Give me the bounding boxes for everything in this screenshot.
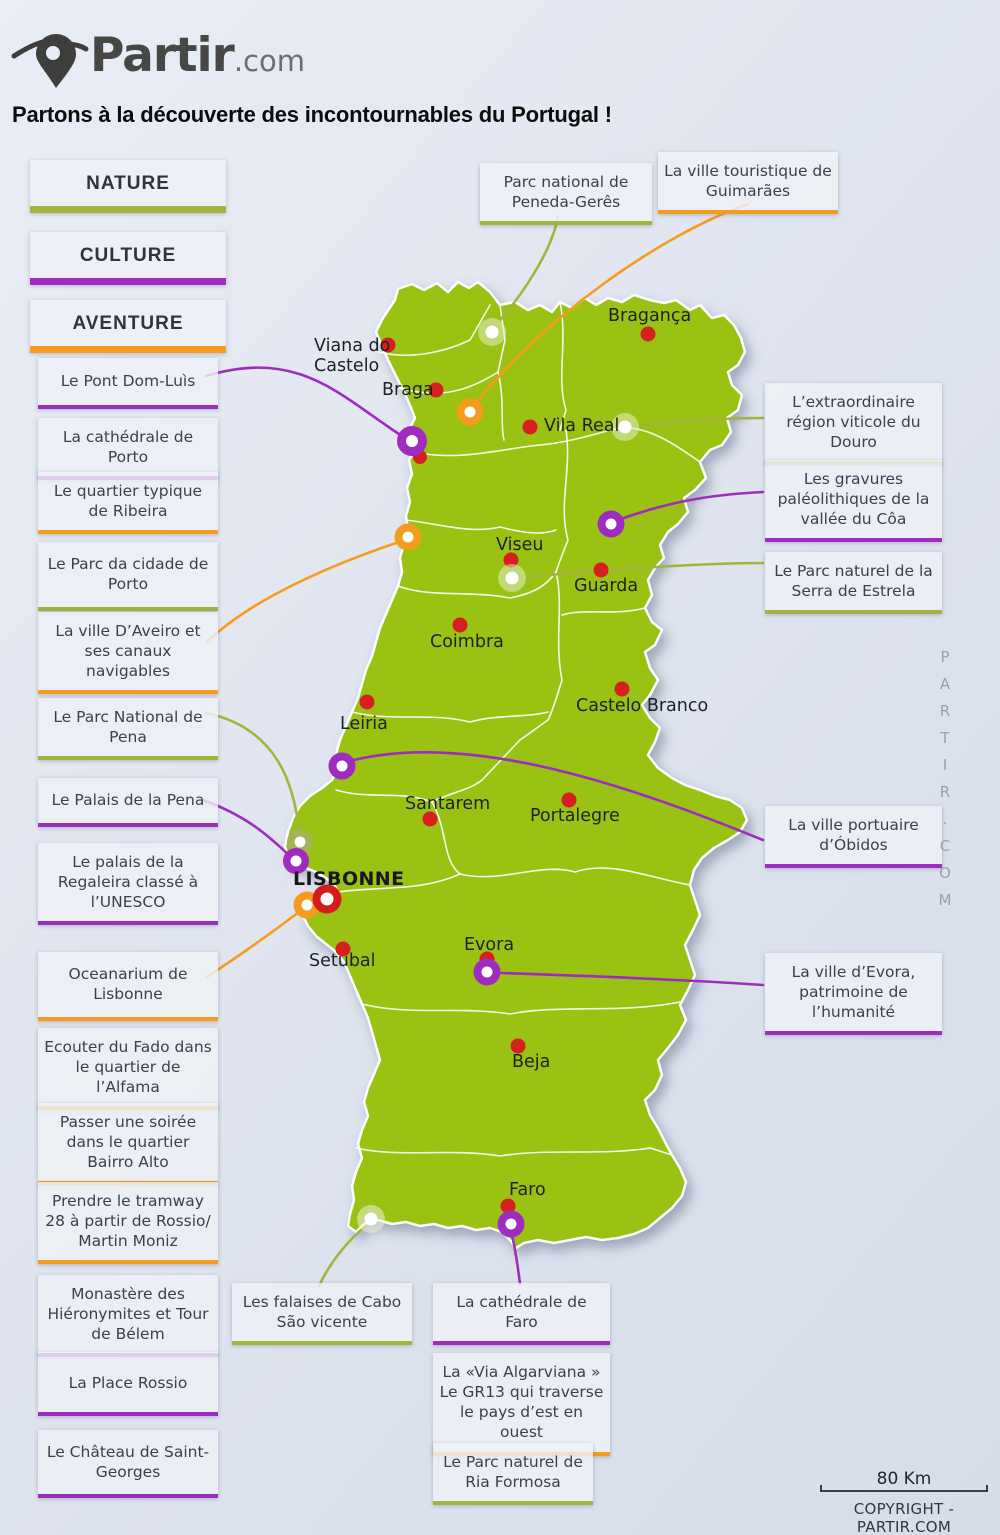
marker-coa xyxy=(598,511,625,538)
poi-text: La ville touristique de Guimarães xyxy=(664,162,832,201)
partir-logo xyxy=(8,10,328,98)
poi-parc-national-pena xyxy=(38,698,218,760)
city-label-santarem: Santarem xyxy=(405,794,491,814)
poi-text: La ville D’Aveiro et ses canaux navigables xyxy=(55,622,201,681)
poi-text: La cathédrale de Porto xyxy=(62,428,194,467)
poi-aveiro xyxy=(38,612,218,694)
poi-text: Prendre le tramway 28 à partir de Rossio/ Martin Moniz xyxy=(45,1192,211,1251)
poi-evora xyxy=(765,953,942,1035)
scale-bar xyxy=(820,1469,988,1535)
logo-text xyxy=(90,28,305,83)
poi-text: Les gravures paléolithiques de la vallée du Côa xyxy=(777,470,930,529)
poi-text: Les falaises de Cabo São vicente xyxy=(242,1293,402,1332)
connector-aveiro xyxy=(207,541,402,642)
poi-oceanarium xyxy=(38,952,218,1021)
poi-text: Passer une soirée dans le quartier Bairro Alto xyxy=(59,1113,197,1172)
poi-hieronymites-belem xyxy=(38,1275,218,1357)
poi-text: Le Château de Saint-Georges xyxy=(46,1443,210,1482)
poi-serra-estrela xyxy=(765,552,942,614)
pin-hole xyxy=(46,46,60,60)
poi-obidos xyxy=(765,806,942,868)
poi-bairro-alto xyxy=(38,1103,218,1185)
poi-cathedrale-faro xyxy=(433,1283,610,1345)
legend-culture xyxy=(30,232,226,285)
city-label-setubal: Setubal xyxy=(309,951,376,971)
logo-suffix: .com xyxy=(233,44,305,78)
marker-aveiro xyxy=(395,524,422,551)
poi-text: Le quartier typique de Ribeira xyxy=(53,482,203,521)
poi-text: Monastère des Hiéronymites et Tour de Bélem xyxy=(47,1285,209,1344)
city-label-faro: Faro xyxy=(509,1180,546,1200)
poi-ribeira xyxy=(38,472,218,534)
connector-cabo-sao-vicente xyxy=(319,1226,366,1286)
poi-regaleira xyxy=(38,843,218,925)
legend-aventure-label: AVENTURE xyxy=(72,313,184,334)
legend-nature xyxy=(30,160,226,213)
marker-porto xyxy=(397,426,427,456)
poi-douro xyxy=(765,383,942,465)
city-label-vila-real: Vila Real xyxy=(544,416,620,436)
poi-text: La Place Rossio xyxy=(68,1374,188,1392)
marker-guimaraes xyxy=(457,399,484,426)
legend-culture-label: CULTURE xyxy=(79,245,177,266)
logo-main: Partir xyxy=(90,28,234,83)
poi-text: Le Pont Dom-Luìs xyxy=(60,372,196,390)
dot-vila-real xyxy=(523,420,538,435)
connector-pont-dom-luis xyxy=(206,368,402,436)
poi-text: Parc national de Peneda-Gerês xyxy=(503,173,629,212)
poi-text: La «Via Algarviana » Le GR13 qui traverse le pays d’est en ouest xyxy=(439,1363,604,1442)
copyright-text: COPYRIGHT - PARTIR.COM xyxy=(853,1500,955,1535)
poi-text: Ecouter du Fado dans le quartier de l’Alfama xyxy=(44,1038,212,1097)
legend-aventure xyxy=(30,300,226,353)
city-label-portalegre: Portalegre xyxy=(530,806,620,826)
poi-text: Le Parc da cidade de Porto xyxy=(47,555,209,594)
marker-faro xyxy=(498,1211,525,1238)
watermark-partir: PARTIR.COM xyxy=(936,648,954,918)
poi-text: La ville portuaire d’Óbidos xyxy=(788,816,919,855)
dot-braganca xyxy=(641,327,656,342)
poi-cathedrale-porto xyxy=(38,418,218,480)
city-label-guarda: Guarda xyxy=(574,576,639,596)
poi-text: Oceanarium de Lisbonne xyxy=(68,965,188,1004)
poi-pont-dom-luis xyxy=(38,358,218,409)
poi-ria-formosa xyxy=(433,1443,593,1505)
dot-coimbra xyxy=(453,618,468,633)
scale-line xyxy=(820,1490,988,1492)
city-label-braganca: Bragança xyxy=(608,306,692,326)
marker-estrela xyxy=(498,564,526,592)
poi-text: L’extraordinaire région viticole du Douro xyxy=(786,393,921,452)
scale-label: 80 Km xyxy=(876,1469,932,1489)
poi-tramway-28 xyxy=(38,1182,218,1264)
dot-leiria xyxy=(360,695,375,710)
poi-peneda-geres xyxy=(480,163,652,225)
poi-parc-cidade-porto xyxy=(38,542,218,611)
marker-obidos xyxy=(329,753,356,780)
city-label-lisbonne: LISBONNE xyxy=(293,868,405,890)
legend-nature-label: NATURE xyxy=(86,173,170,194)
city-label-braga: Braga xyxy=(382,380,434,400)
poi-cabo-sao-vicente xyxy=(232,1283,412,1345)
poi-text: Le Parc naturel de la Serra de Estrela xyxy=(774,562,933,601)
poi-place-rossio xyxy=(38,1352,218,1416)
poi-text: La cathédrale de Faro xyxy=(456,1293,587,1332)
city-label-coimbra: Coimbra xyxy=(430,632,504,652)
dot-castelo-branco xyxy=(615,682,630,697)
poi-fado-alfama xyxy=(38,1028,218,1110)
poi-text: Le palais de la Regaleira classé à l’UNESCO xyxy=(57,853,199,912)
location-pin-icon xyxy=(36,34,76,88)
poi-palais-pena xyxy=(38,778,218,827)
page-title: Partons à la découverte des incontournables du Portugal ! xyxy=(12,102,612,127)
marker-peneda-geres xyxy=(478,318,506,346)
city-label-leiria: Leiria xyxy=(340,714,388,734)
poi-text: Le Palais de la Pena xyxy=(51,791,205,809)
poi-guimaraes xyxy=(658,152,838,214)
poi-text: Le Parc naturel de Ria Formosa xyxy=(443,1453,583,1492)
poi-via-algarviana xyxy=(433,1353,610,1456)
city-label-beja: Beja xyxy=(512,1052,551,1072)
city-label-viana-do-castelo: Viana do Castelo xyxy=(314,336,391,377)
city-label-castelo-branco: Castelo Branco xyxy=(576,696,709,716)
poi-coa xyxy=(765,460,942,542)
marker-cabo-sao-vicente xyxy=(357,1205,385,1233)
city-label-evora: Evora xyxy=(464,935,515,955)
city-label-viseu: Viseu xyxy=(496,535,544,555)
poi-chateau-saint-georges xyxy=(38,1430,218,1498)
poi-text: Le Parc National de Pena xyxy=(53,708,203,747)
connector-pena xyxy=(206,713,299,830)
connector-oceanarium xyxy=(207,909,303,977)
poi-text: La ville d’Evora, patrimoine de l’humanité xyxy=(791,963,916,1022)
marker-evora xyxy=(474,959,501,986)
